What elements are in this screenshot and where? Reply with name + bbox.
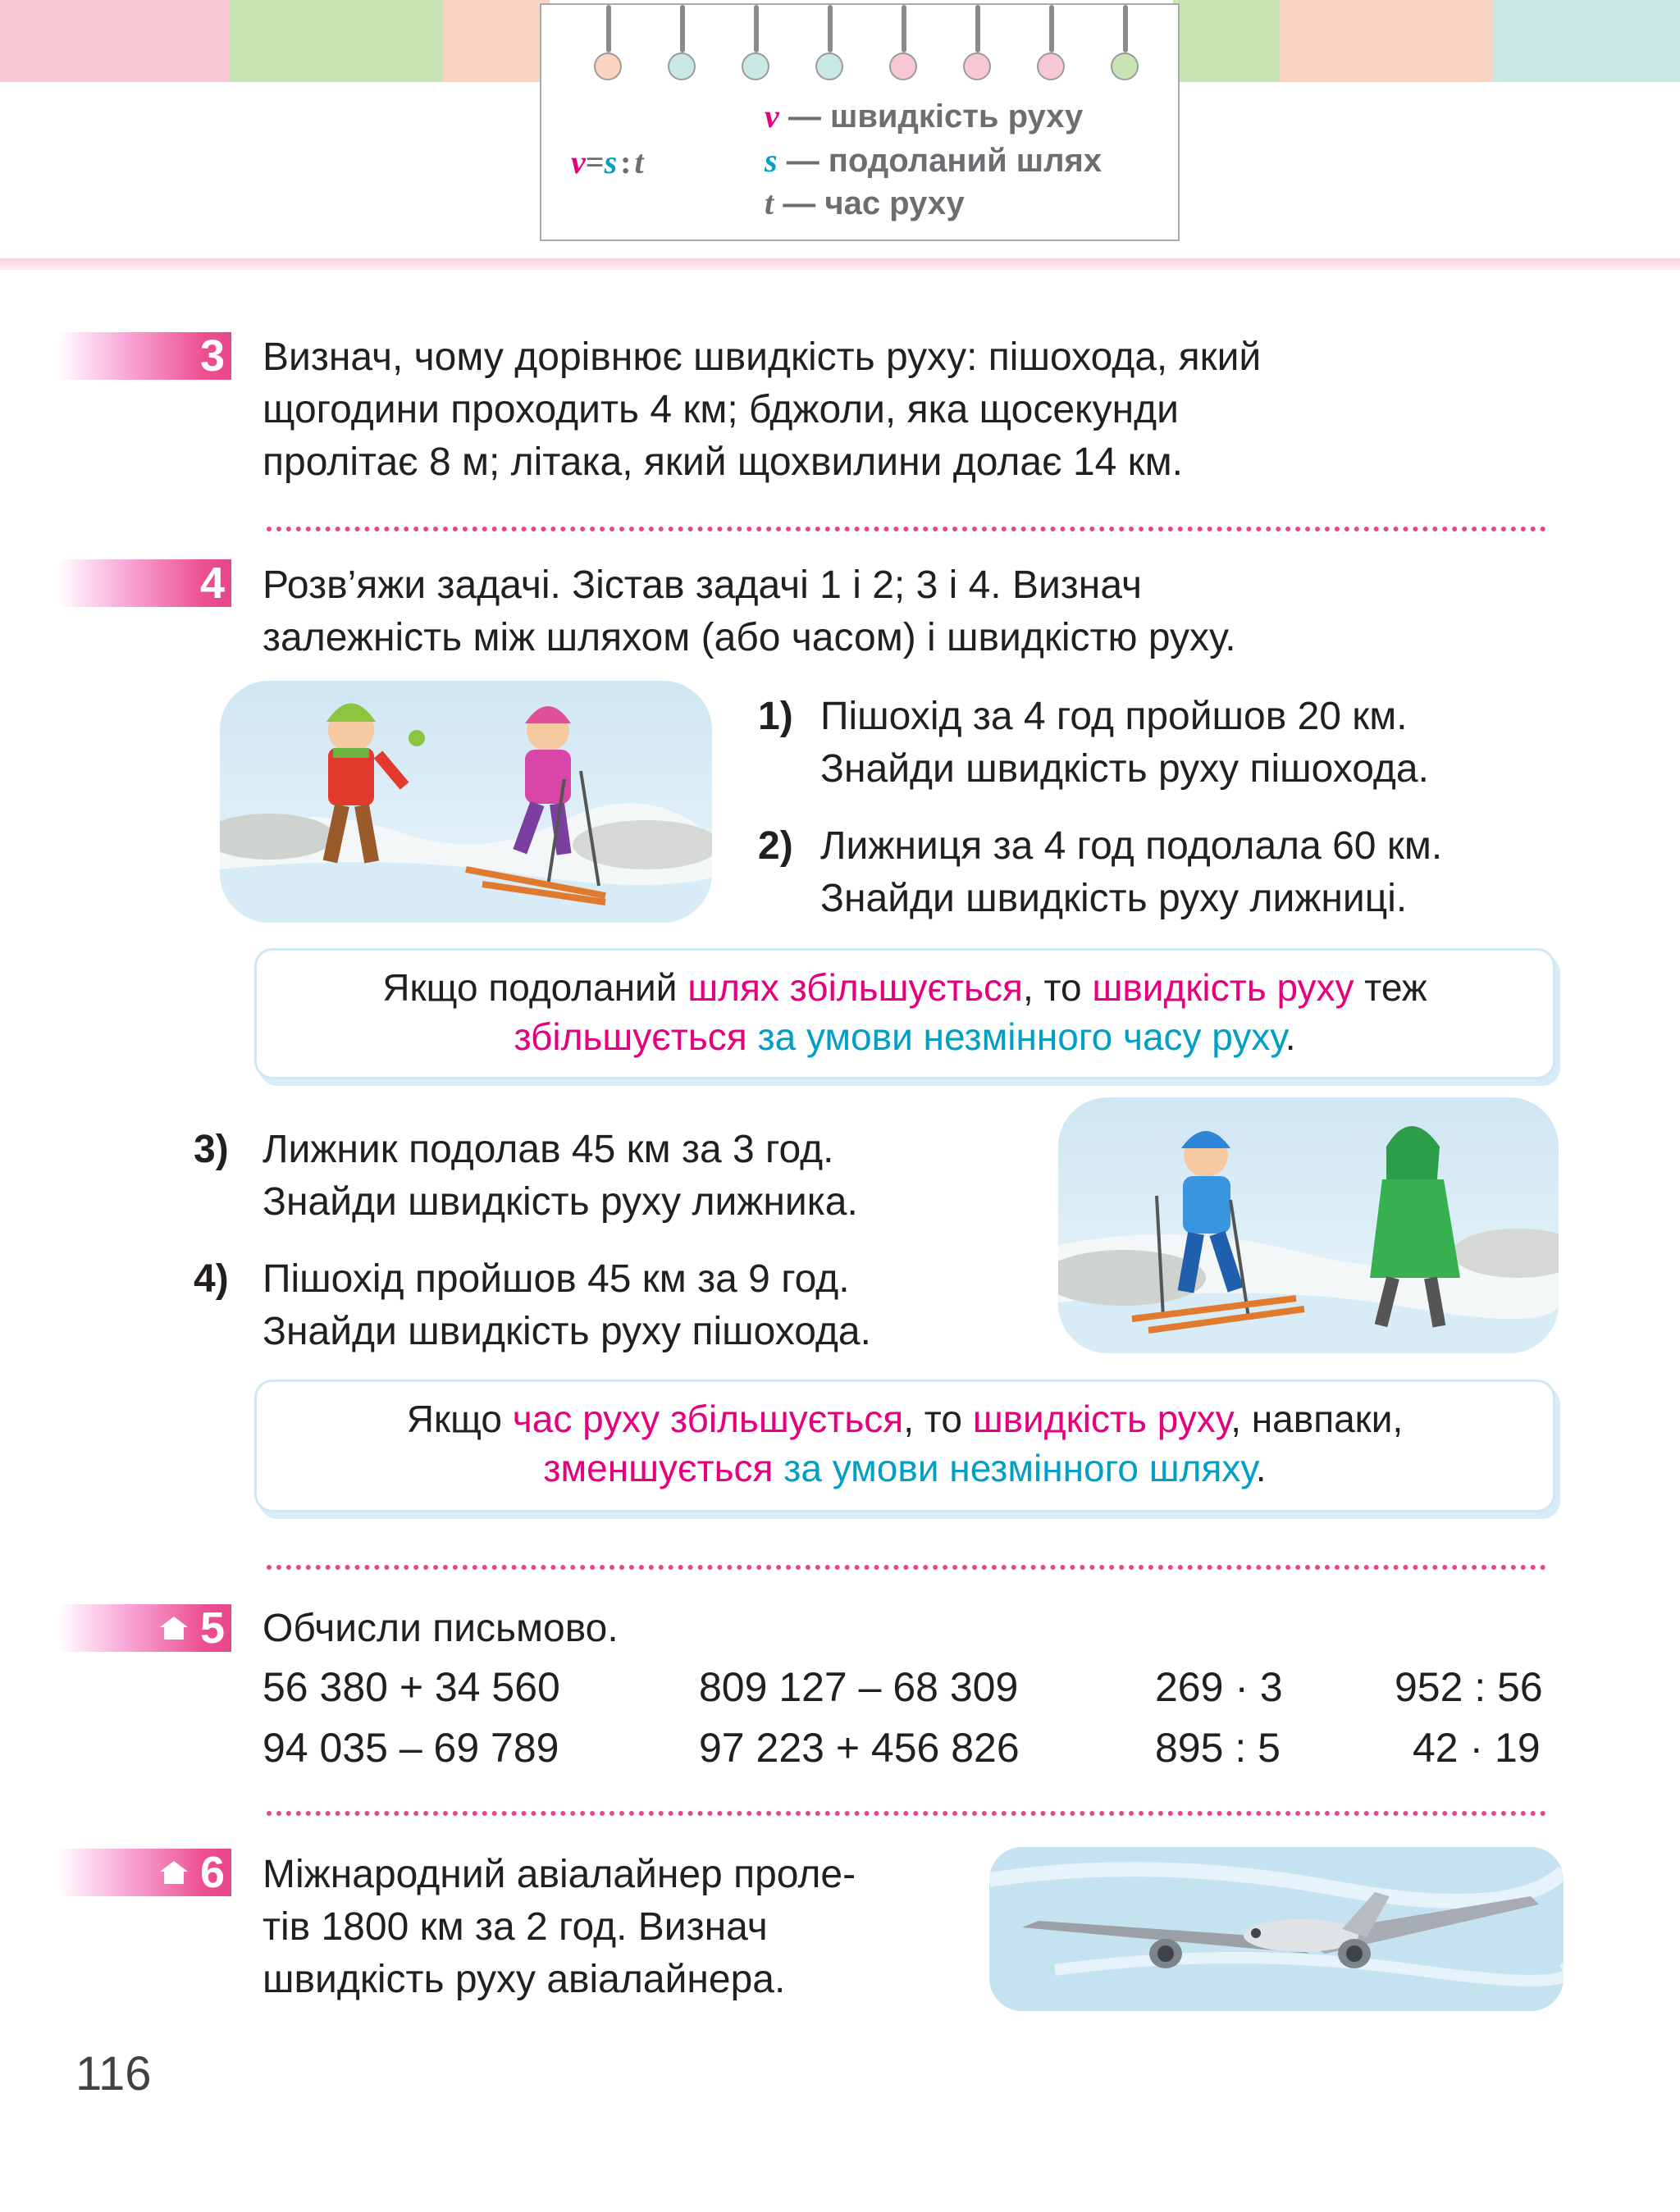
header-band-2 [230,0,443,82]
problem-3: 3) [194,1128,229,1171]
rule-box-distance [254,948,1555,1079]
legend-time: t — час руху [765,185,965,221]
dotted-divider [267,527,1546,531]
header-band-1 [0,0,230,82]
problem-4-line-1: Пішохід пройшов 45 км за 9 год. [262,1257,850,1301]
calc-expression: 269 · 3 [1155,1664,1283,1710]
speed-formula: v=s : t [571,144,644,180]
problem-3-line-1: Лижник подолав 45 км за 3 год. [262,1128,834,1171]
home-icon [159,1860,189,1885]
illustration-airliner [989,1847,1564,2011]
calc-expression: 895 : 5 [1155,1725,1281,1771]
task-4-line-1: Розв’яжи задачі. Зістав задачі 1 і 2; 3 і 4. Визнач [262,563,1142,607]
illustration-walker-and-skier-girl [220,681,712,923]
task-5-marker: 5 [57,1604,231,1652]
calc-expression: 97 223 + 456 826 [699,1725,1020,1771]
task-4-marker: 4 [57,559,231,607]
task-6-line-3: швидкість руху авіалайнера. [262,1958,786,2001]
problem-1-line-2: Знайди швидкість руху пішохода. [820,747,1429,791]
header-band-4 [1173,0,1280,82]
problem-4: 4) [194,1257,229,1301]
problem-2: 2) [758,824,793,868]
rule-box-time [254,1380,1555,1512]
dotted-divider [267,1565,1546,1570]
legend-speed: v — швидкість руху [765,98,1084,135]
task-4-line-2: залежність між шляхом (або часом) і швидкістю руху. [262,616,1236,659]
legend-distance: s — подоланий шлях [765,142,1102,179]
calc-expression: 94 035 – 69 789 [262,1725,559,1771]
problem-2-line-2: Знайди швидкість руху лижниці. [820,877,1408,920]
calc-expression: 809 127 – 68 309 [699,1664,1019,1710]
calc-expression: 56 380 + 34 560 [262,1664,560,1710]
task-5-prompt: Обчисли письмово. [262,1607,619,1650]
task-6-line-2: тів 1800 км за 2 год. Визнач [262,1905,768,1949]
problem-3-line-2: Знайди швидкість руху лижника. [262,1180,858,1224]
problem-1: 1) [758,695,793,738]
header-divider [0,258,1680,270]
dotted-divider [267,1811,1546,1816]
task-3-line-3: пролітає 8 м; літака, який щохвилини долає 14 км. [262,440,1183,484]
calc-expression: 42 · 19 [1413,1725,1541,1771]
rule-2-line-1: Якщо час руху збільшується, то швидкість руху, навпаки, [406,1398,1404,1440]
task-3-line-1: Визнач, чому дорівнює швидкість руху: пішохода, який [262,335,1262,379]
formula-card [540,3,1180,241]
task-3-marker: 3 [57,332,231,380]
problem-2-line-1: Лижниця за 4 год подолала 60 км. [820,824,1443,868]
header-band-5 [1280,0,1493,82]
calc-expression: 952 : 56 [1395,1664,1543,1710]
header-band-6 [1493,0,1680,82]
page-number: 116 [75,2047,152,2100]
task-3-line-2: щогодини проходить 4 км; бджоли, яка щосекунди [262,388,1179,431]
task-6-line-1: Міжнародний авіалайнер проле- [262,1853,856,1896]
home-icon [159,1616,189,1640]
rule-1-line-1: Якщо подоланий шлях збільшується, то швидкість руху теж [382,966,1427,1009]
illustration-skier-boy-and-walker-girl [1058,1097,1559,1353]
rule-1-line-2: збільшується за умови незмінного часу руху. [514,1015,1296,1058]
header-band-3 [443,0,550,82]
task-6-marker: 6 [57,1849,231,1896]
problem-1-line-1: Пішохід за 4 год пройшов 20 км. [820,695,1408,738]
rule-2-line-2: зменшується за умови незмінного шляху. [543,1447,1267,1489]
problem-4-line-2: Знайди швидкість руху пішохода. [262,1310,871,1353]
